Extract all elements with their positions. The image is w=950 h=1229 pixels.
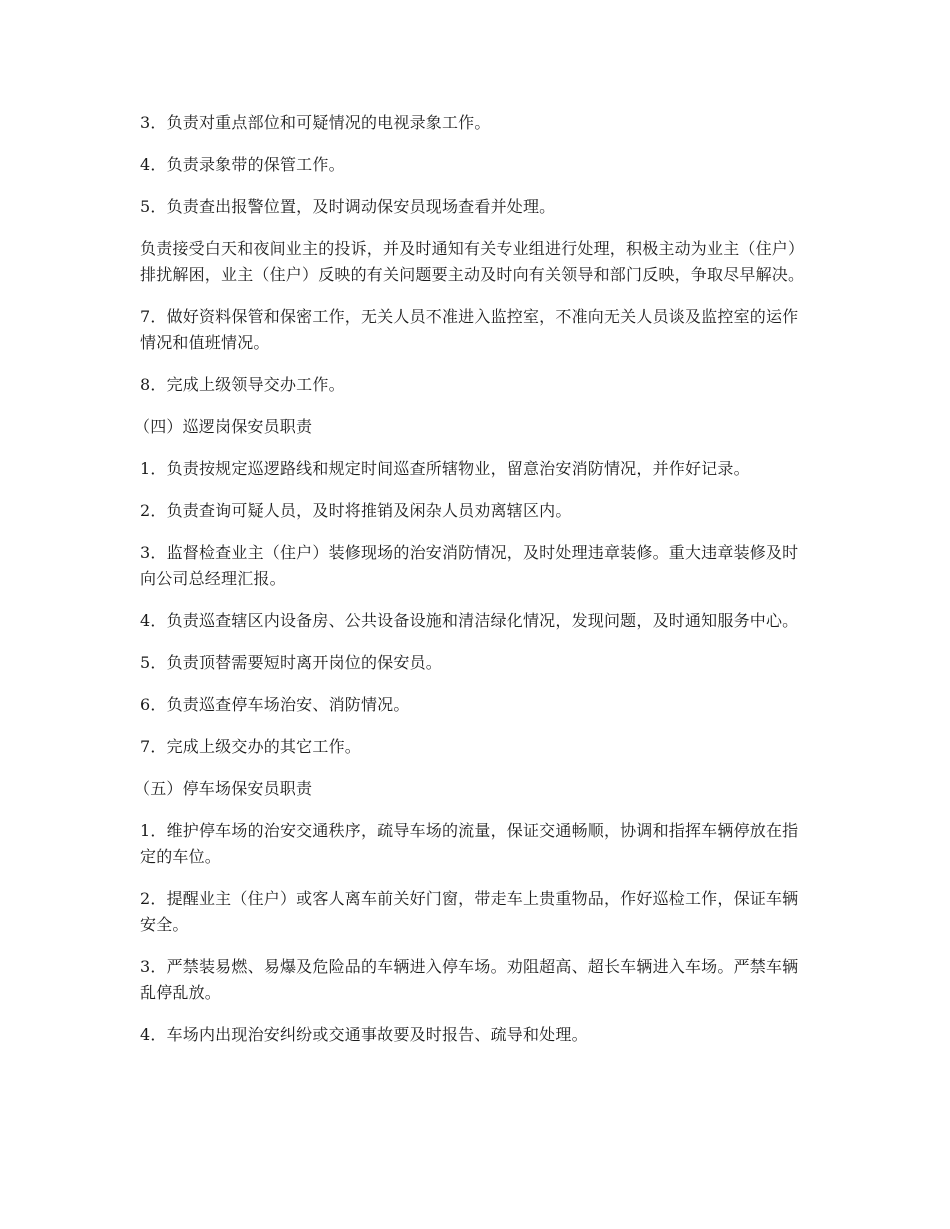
- paragraph-monitor-8: 8．完成上级领导交办工作。: [140, 375, 345, 394]
- paragraph-patrol-5: 5．负责顶替需要短时离开岗位的保安员。: [140, 653, 442, 672]
- paragraph-patrol-3: 3．监督检查业主（住户）装修现场的治安消防情况，及时处理违章装修。重大违章装修及时向公司总经理汇报。: [140, 543, 799, 588]
- paragraph-monitor-6: 负责接受白天和夜间业主的投诉，并及时通知有关专业组进行处理，积极主动为业主（住户）排扰解困，业主（住户）反映的有关问题要主动及时向有关领导和部门反映，争取尽早解决。: [140, 239, 805, 284]
- paragraph-monitor-4: 4．负责录象带的保管工作。: [140, 155, 345, 174]
- paragraph-patrol-6: 6．负责巡查停车场治安、消防情况。: [140, 695, 410, 714]
- paragraph-monitor-7: 7．做好资料保管和保密工作，无关人员不准进入监控室，不准向无关人员谈及监控室的运作情况和值班情况。: [140, 307, 799, 352]
- section-heading-patrol: （四）巡逻岗保安员职责: [134, 417, 313, 436]
- paragraph-parking-2: 2．提醒业主（住户）或客人离车前关好门窗，带走车上贵重物品，作好巡检工作，保证车辆安全。: [140, 889, 799, 934]
- paragraph-patrol-7: 7．完成上级交办的其它工作。: [140, 737, 361, 756]
- paragraph-parking-4: 4．车场内出现治安纠纷或交通事故要及时报告、疏导和处理。: [140, 1025, 588, 1044]
- document-body: [134, 110, 810, 1064]
- paragraph-patrol-4: 4．负责巡查辖区内设备房、公共设备设施和清洁绿化情况，发现问题，及时通知服务中心。: [140, 611, 799, 630]
- paragraph-parking-3: 3．严禁装易燃、易爆及危险品的车辆进入停车场。劝阻超高、超长车辆进入车场。严禁车辆乱停乱放。: [140, 957, 799, 1002]
- paragraph-patrol-2: 2．负责查询可疑人员，及时将推销及闲杂人员劝离辖区内。: [140, 501, 572, 520]
- paragraph-patrol-1: 1．负责按规定巡逻路线和规定时间巡查所辖物业，留意治安消防情况，并作好记录。: [140, 459, 750, 478]
- section-heading-parking: （五）停车场保安员职责: [134, 779, 313, 798]
- paragraph-parking-1: 1．维护停车场的治安交通秩序，疏导车场的流量，保证交通畅顺，协调和指挥车辆停放在指定的车位。: [140, 821, 799, 866]
- paragraph-monitor-5: 5．负责查出报警位置，及时调动保安员现场查看并处理。: [140, 197, 556, 216]
- paragraph-monitor-3: 3．负责对重点部位和可疑情况的电视录象工作。: [140, 113, 491, 132]
